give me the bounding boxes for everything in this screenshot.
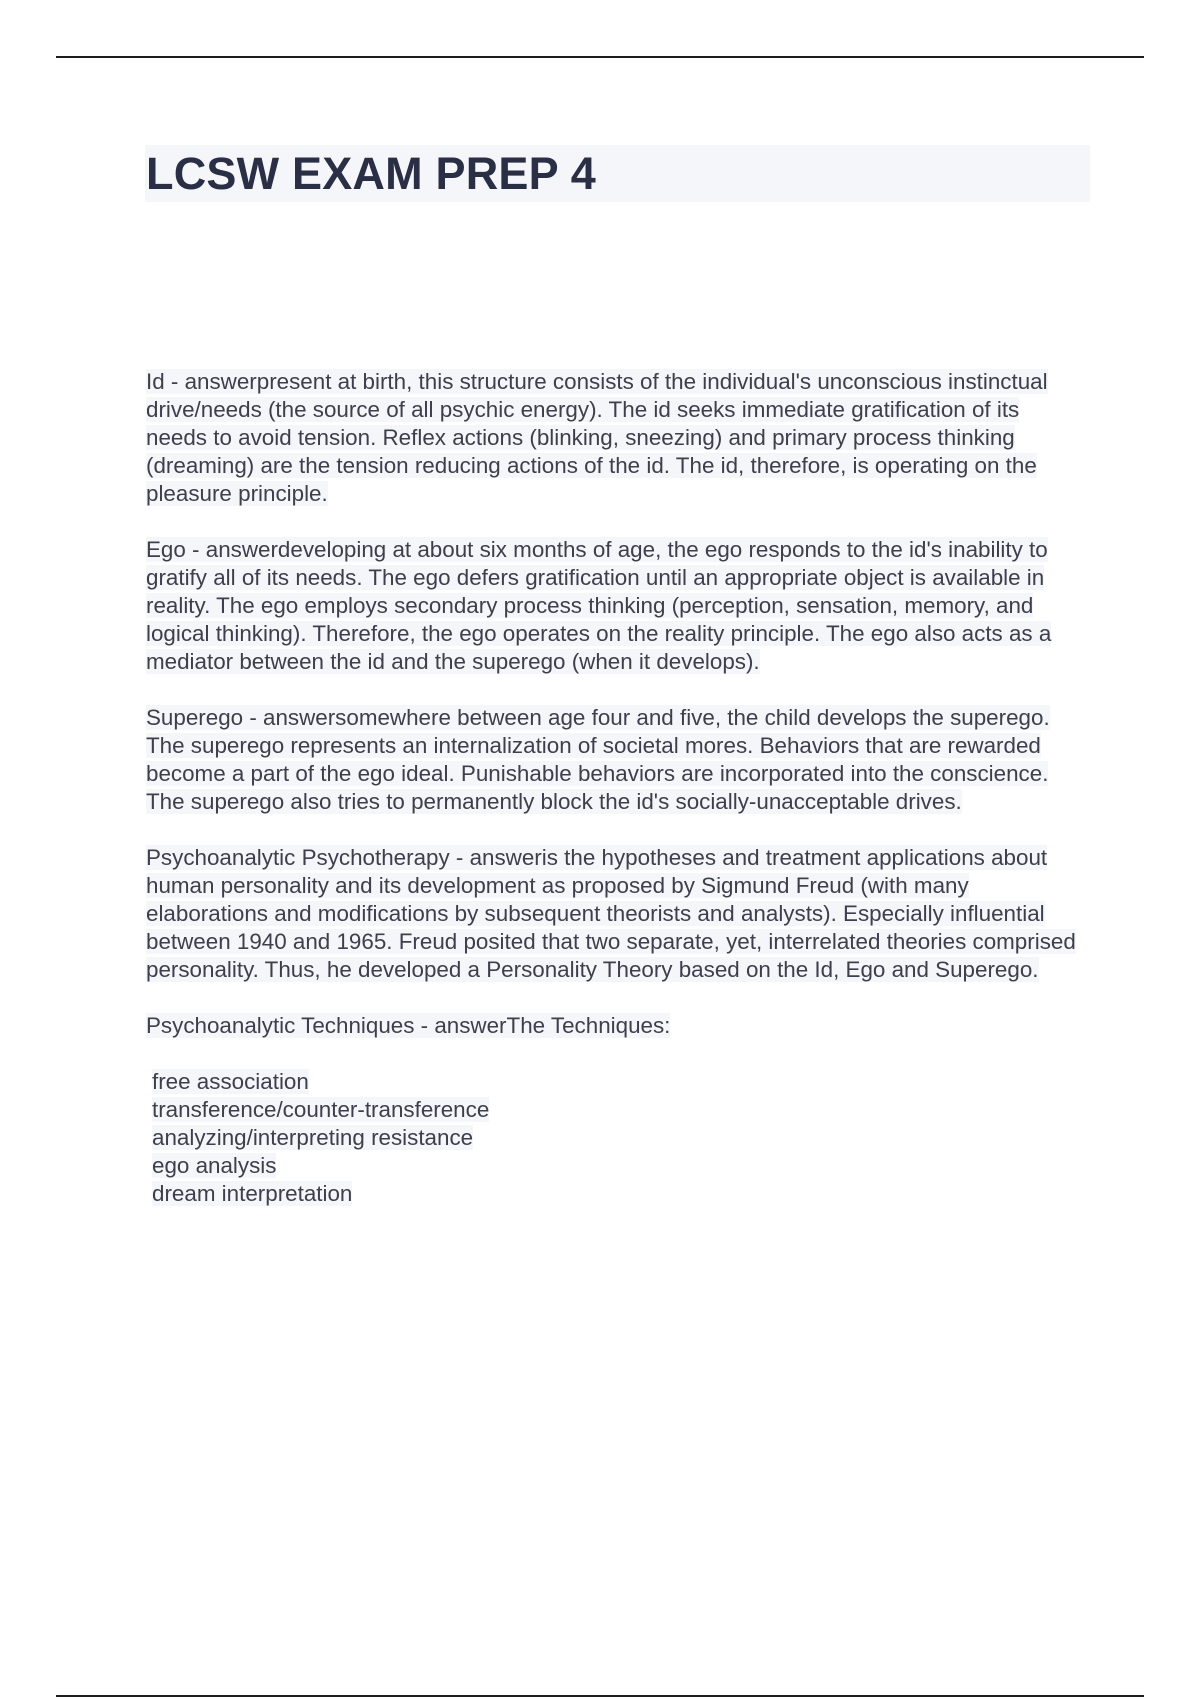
top-divider (56, 56, 1144, 58)
entry-ego (146, 536, 1081, 676)
technique-dream-interpretation: dream interpretation (152, 1181, 353, 1206)
technique-resistance: analyzing/interpreting resistance (152, 1125, 474, 1150)
list-item (152, 1152, 1081, 1180)
entry-psychoanalytic-psychotherapy (146, 844, 1081, 984)
list-item (152, 1124, 1081, 1152)
entry-superego (146, 704, 1081, 816)
technique-free-association: free association (152, 1069, 309, 1094)
page-title: LCSW EXAM PREP 4 (146, 148, 596, 199)
list-item (152, 1180, 1081, 1208)
entry-psychoanalytic-techniques (146, 1012, 1081, 1040)
entry-ego-text: Ego - answerdeveloping at about six months of age, the ego responds to the id's inability to gratify all of its needs. The ego defers gratification until an appropriate object is available in reality. The ego employs secondary process thinking (perception, sensation, memory, and logical thinking). Therefore, the ego operates on the reality principle. The ego also acts as a mediator between the id and the superego (when it develops). (146, 537, 1052, 674)
entry-id (146, 368, 1081, 508)
entry-psychoanalytic-psychotherapy-text: Psychoanalytic Psychotherapy - answeris the hypotheses and treatment applications about human personality and its development as proposed by Sigmund Freud (with many elaborations and modifications by subsequent theorists and analysts). Especially influential between 1940 and 1965. Freud posited that two separate, yet, interrelated theories comprised personality. Thus, he developed a Personality Theory based on the Id, Ego and Superego. (146, 845, 1076, 982)
bottom-divider (56, 1695, 1144, 1697)
list-item (152, 1068, 1081, 1096)
technique-ego-analysis: ego analysis (152, 1153, 277, 1178)
entry-id-text: Id - answerpresent at birth, this structure consists of the individual's unconscious instinctual drive/needs (the source of all psychic energy). The id seeks immediate gratification of its needs to avoid tension. Reflex actions (blinking, sneezing) and primary process thinking (dreaming) are the tension reducing actions of the id. The id, therefore, is operating on the pleasure principle. (146, 369, 1048, 506)
entry-psychoanalytic-techniques-text: Psychoanalytic Techniques - answerThe Techniques: (146, 1013, 671, 1038)
entry-superego-text: Superego - answersomewhere between age four and five, the child develops the superego. The superego represents an internalization of societal mores. Behaviors that are rewarded become a part of the ego ideal. Punishable behaviors are incorporated into the conscience. The superego also tries to permanently block the id's socially-unacceptable drives. (146, 705, 1050, 814)
list-item (152, 1096, 1081, 1124)
technique-transference: transference/counter-transference (152, 1097, 490, 1122)
document-body (146, 368, 1081, 1208)
techniques-list (146, 1068, 1081, 1208)
